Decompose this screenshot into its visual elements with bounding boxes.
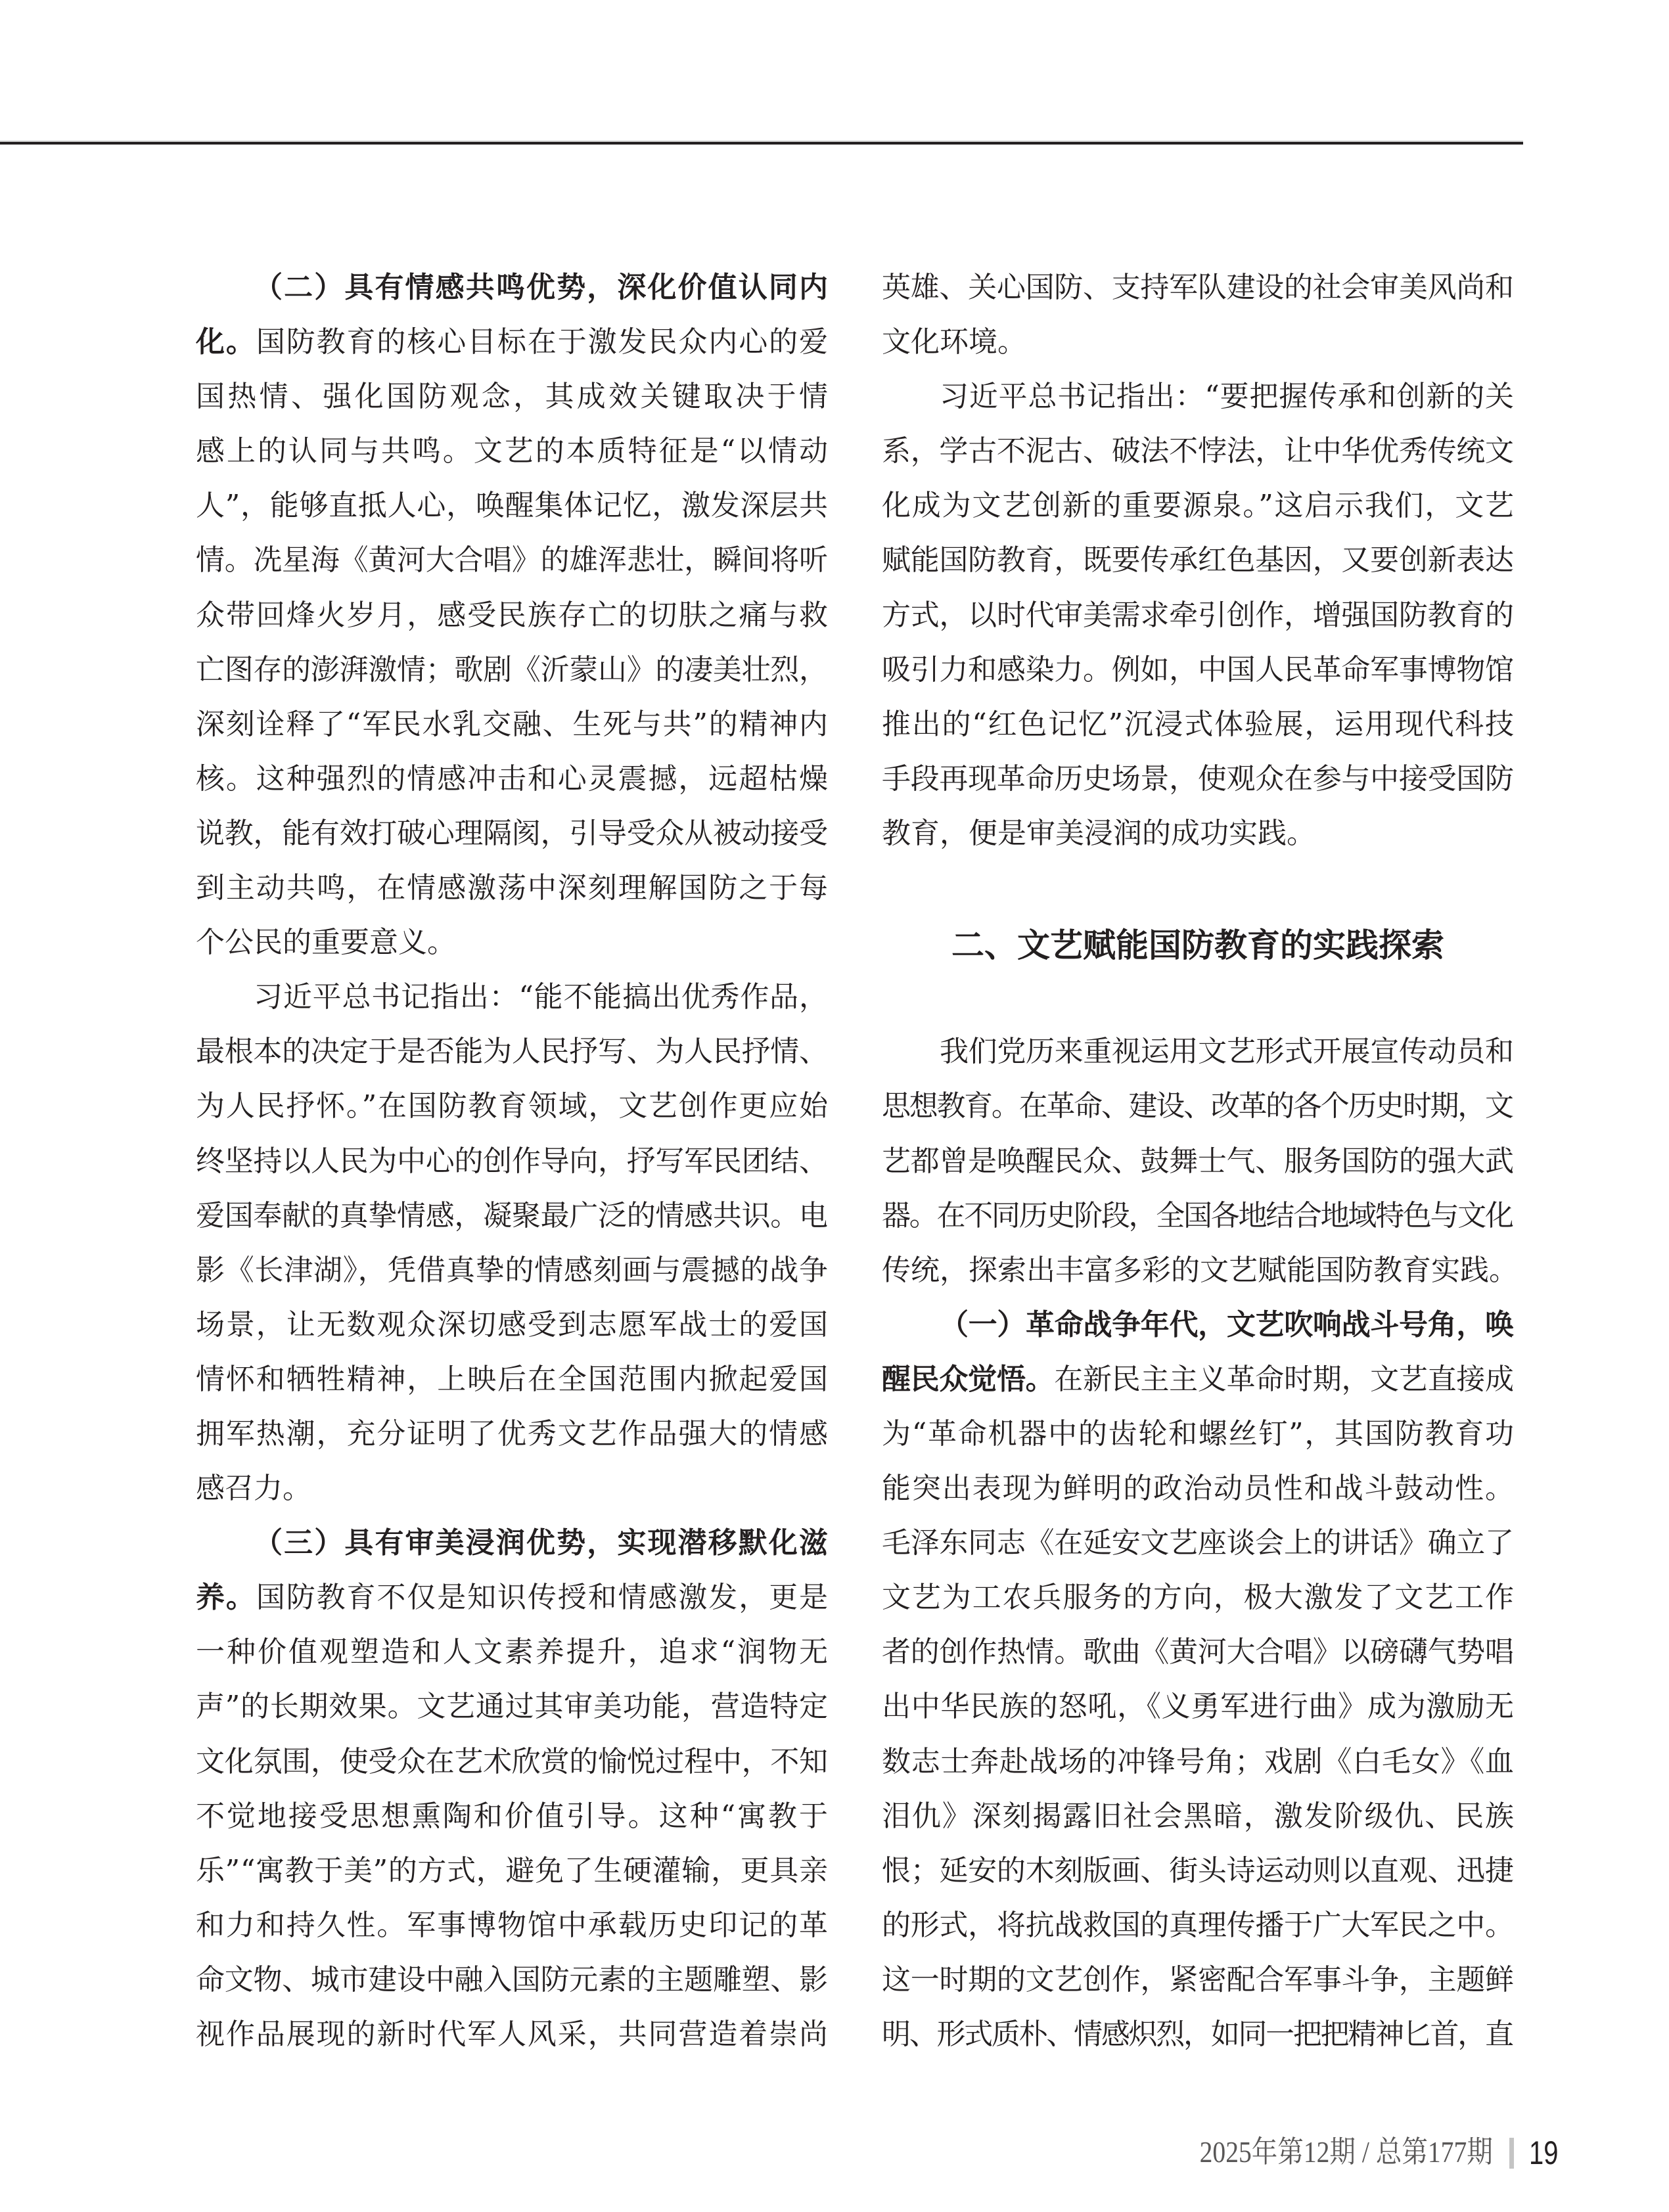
text-line — [882, 1134, 1514, 1188]
line-content — [196, 1352, 829, 1407]
line-content — [882, 1516, 1514, 1570]
text-line — [882, 478, 1514, 533]
line-content — [196, 1298, 829, 1352]
body-text: 器。在不同历史阶段，全国各地结合地域特色与文化 — [882, 1198, 1513, 1232]
text-line — [882, 533, 1514, 587]
text-line — [196, 806, 828, 861]
text-line — [882, 1625, 1514, 1679]
line-content — [196, 1952, 828, 2007]
line-content — [882, 1570, 1515, 1625]
text-line — [196, 1352, 828, 1407]
line-content — [882, 478, 1515, 533]
body-text: 教育，便是审美浸润的成功实践。 — [882, 816, 1315, 850]
line-content — [196, 1134, 828, 1188]
line-content — [882, 588, 1514, 643]
body-text: 爱国奉献的真挚情感，凝聚最广泛的情感共识。电 — [196, 1198, 828, 1232]
body-text: 明、形式质朴、情感炽烈，如同一把把精神匕首，直 — [882, 2018, 1513, 2052]
body-text: 赋能国防教育，既要传承红色基因，又要创新表达 — [882, 543, 1514, 577]
line-content — [882, 752, 1514, 806]
text-line — [882, 697, 1514, 752]
line-content — [196, 861, 829, 915]
line-content — [196, 806, 828, 861]
bold-lead-text: 醒民众觉悟。 — [882, 1362, 1055, 1396]
text-line — [882, 1188, 1514, 1243]
bold-lead-text: （二）具有情感共鸣优势，深化价值认同内 — [254, 271, 830, 304]
text-line — [882, 1243, 1518, 1298]
body-text: 我们党历来重视运用文艺形式开展宣传动员和 — [940, 1035, 1514, 1069]
body-text: 为人民抒怀。”在国防教育领域，文艺创作更应始 — [196, 1089, 829, 1123]
text-line — [882, 1843, 1514, 1898]
text-line — [882, 1298, 1514, 1352]
text-line — [196, 861, 828, 915]
line-content — [196, 2007, 829, 2062]
body-text: 拥军热潮，充分证明了优秀文艺作品强大的情感 — [196, 1416, 829, 1451]
text-line — [882, 1952, 1514, 2007]
text-line — [196, 752, 828, 806]
text-line — [882, 806, 1514, 861]
line-content — [882, 1625, 1514, 1679]
text-line — [882, 643, 1514, 697]
body-text: 习近平总书记指出：“要把握传承和创新的关 — [940, 380, 1515, 414]
text-line — [196, 1243, 828, 1298]
line-content — [882, 1079, 1513, 1133]
body-text: 出中华民族的怒吼，《义勇军进行曲》成为激励无 — [882, 1690, 1515, 1724]
text-line — [196, 915, 828, 970]
line-content — [882, 1952, 1514, 2007]
body-text: 思想教育。在革命、建设、改革的各个历史时期，文 — [882, 1089, 1513, 1123]
left-column — [196, 260, 831, 2062]
line-content — [882, 1134, 1514, 1188]
text-line — [882, 752, 1514, 806]
line-content — [196, 1734, 828, 1789]
line-content — [196, 533, 828, 587]
text-line — [196, 260, 828, 315]
body-text: 影《长津湖》，凭借真挚的情感刻画与震撼的战争 — [196, 1253, 829, 1287]
body-text: 情怀和牺牲精神，上映后在全国范围内掀起爱国 — [196, 1362, 829, 1396]
text-line — [196, 1625, 828, 1679]
body-text: 和力和持久性。军事博物馆中承载历史印记的革 — [196, 1908, 829, 1942]
line-content — [882, 1243, 1518, 1298]
text-line — [196, 2007, 828, 2062]
right-column — [882, 260, 1518, 2062]
line-content — [882, 1679, 1515, 1734]
body-text: 吸引力和感染力。例如，中国人民革命军事博物馆 — [882, 652, 1514, 687]
line-content — [882, 1789, 1515, 1843]
text-line — [196, 1407, 828, 1461]
text-line — [196, 1789, 828, 1843]
line-content — [940, 369, 1515, 424]
text-line — [882, 2007, 1514, 2062]
body-text: 乐”“寓教于美”的方式，避免了生硬灌输，更具亲 — [196, 1853, 829, 1887]
paragraph — [196, 260, 831, 970]
bold-lead-text: 化。 — [196, 325, 256, 359]
line-content — [940, 1298, 1514, 1352]
line-content — [254, 1516, 829, 1570]
text-line — [196, 1898, 828, 1952]
text-line — [196, 588, 828, 643]
body-text: 最根本的决定于是否能为人民抒写、为人民抒情、 — [196, 1035, 828, 1069]
text-line — [196, 1188, 828, 1243]
text-line — [196, 533, 828, 587]
body-text: 者的创作热情。歌曲《黄河大合唱》以磅礴气势唱 — [882, 1635, 1514, 1669]
body-text: 文化环境。 — [882, 325, 1026, 359]
body-text: 到主动共鸣，在情感激荡中深刻理解国防之于每 — [196, 871, 829, 905]
line-content — [196, 1898, 829, 1952]
line-content — [196, 1679, 829, 1734]
line-content — [882, 1352, 1514, 1407]
body-text: 一种价值观塑造和人文素养提升，追求“润物无 — [196, 1635, 830, 1669]
line-content — [196, 478, 829, 533]
text-line — [196, 1134, 828, 1188]
text-line — [882, 1734, 1514, 1789]
line-content — [196, 752, 829, 806]
body-text: 国防教育不仅是知识传授和情感激发，更是 — [256, 1581, 829, 1615]
text-line — [882, 315, 1514, 369]
text-line — [196, 1298, 828, 1352]
line-content — [196, 1461, 311, 1516]
body-text: 说教，能有效打破心理隔阂，引导受众从被动接受 — [196, 816, 828, 850]
text-line — [882, 1352, 1514, 1407]
body-text: 这一时期的文艺创作，紧密配合军事斗争，主题鲜 — [882, 1962, 1514, 1997]
body-text: 不觉地接受思想熏陶和价值引导。这种“寓教于 — [196, 1799, 830, 1833]
line-content — [196, 1188, 828, 1243]
text-line — [882, 1461, 1514, 1516]
body-text: 方式，以时代审美需求牵引创作，增强国防教育的 — [882, 598, 1514, 632]
text-line — [196, 970, 828, 1024]
body-text: 情。冼星海《黄河大合唱》的雄浑悲壮，瞬间将听 — [196, 543, 828, 577]
body-text: 人”，能够直抵人心，唤醒集体记忆，激发深层共 — [196, 489, 829, 523]
text-line — [196, 1079, 828, 1133]
line-content — [882, 1734, 1515, 1789]
paragraph — [882, 369, 1514, 861]
text-line — [196, 1570, 828, 1625]
text-line — [882, 1789, 1514, 1843]
body-text: 化成为文艺创新的重要源泉。”这启示我们，文艺 — [882, 489, 1515, 523]
line-content — [196, 369, 831, 424]
line-content — [882, 533, 1514, 587]
line-content — [882, 697, 1515, 752]
text-line — [196, 1516, 828, 1570]
paragraph — [882, 260, 1514, 369]
line-content — [882, 424, 1514, 478]
line-content — [196, 915, 456, 970]
footer-divider-bar — [1509, 2138, 1514, 2169]
line-content — [196, 1024, 828, 1079]
line-content — [882, 806, 1315, 861]
text-line — [882, 1024, 1514, 1079]
body-text: 在新民主主义革命时期，文艺直接成 — [1054, 1362, 1514, 1396]
body-text: 艺都曾是唤醒民众、鼓舞士气、服务国防的强大武 — [882, 1144, 1514, 1178]
line-content — [882, 643, 1514, 697]
line-content — [196, 1570, 829, 1625]
paragraph — [882, 1024, 1518, 1297]
line-content — [882, 1898, 1514, 1952]
body-text: 众带回烽火岁月，感受民族存亡的切肤之痛与救 — [196, 598, 829, 632]
body-text: 声”的长期效果。文艺通过其审美功能，营造特定 — [196, 1690, 829, 1724]
line-content — [196, 697, 829, 752]
line-content — [196, 1843, 829, 1898]
line-content — [882, 1188, 1513, 1243]
body-text: 毛泽东同志《在延安文艺座谈会上的讲话》确立了 — [882, 1526, 1514, 1560]
body-text: 亡图存的澎湃激情；歌剧《沂蒙山》的凄美壮烈， — [196, 652, 828, 687]
body-text: 传统，探索出丰富多彩的文艺赋能国防教育实践。 — [882, 1253, 1518, 1287]
line-content — [196, 1079, 829, 1133]
line-content — [196, 315, 829, 369]
body-text: 习近平总书记指出：“能不能搞出优秀作品， — [254, 980, 829, 1014]
body-text: 核。这种强烈的情感冲击和心灵震撼，远超枯燥 — [196, 761, 829, 796]
bold-lead-text: 养。 — [196, 1581, 256, 1615]
text-line — [882, 1679, 1514, 1734]
text-line — [882, 1079, 1514, 1133]
body-text: 手段再现革命历史场景，使观众在参与中接受国防 — [882, 761, 1514, 796]
line-content — [882, 315, 1026, 369]
text-line — [196, 1461, 828, 1516]
text-line — [196, 478, 828, 533]
text-line — [882, 369, 1514, 424]
line-content — [196, 643, 828, 697]
text-line — [882, 1516, 1514, 1570]
bold-lead-text: （一）革命战争年代，文艺吹响战斗号角，唤 — [940, 1307, 1514, 1342]
text-line — [196, 697, 828, 752]
body-text: 感上的认同与共鸣。文艺的本质特征是“以情动 — [196, 434, 830, 468]
line-content — [254, 260, 829, 315]
section-heading: 二、文艺赋能国防教育的实践探索 — [951, 926, 1444, 964]
body-text: 视作品展现的新时代军人风采，共同营造着崇尚 — [196, 2018, 829, 2051]
line-content — [882, 1407, 1515, 1461]
page-number: 19 — [1529, 2134, 1559, 2171]
text-line — [196, 1952, 828, 2007]
body-text: 终坚持以人民为中心的创作导向，抒写军民团结、 — [196, 1144, 828, 1178]
body-text: 国防教育的核心目标在于激发民众内心的爱 — [256, 325, 829, 359]
line-content — [254, 970, 829, 1024]
paragraph — [196, 1516, 828, 2062]
body-text: 命文物、城市建设中融入国防元素的主题雕塑、影 — [196, 1962, 828, 1997]
body-text: 文化氛围，使受众在艺术欣赏的愉悦过程中，不知 — [196, 1744, 828, 1778]
body-text: 数志士奔赴战场的冲锋号角；戏剧《白毛女》《血 — [882, 1744, 1515, 1778]
body-text: 泪仇》深刻揭露旧社会黑暗，激发阶级仇、民族 — [882, 1799, 1515, 1833]
text-line — [196, 424, 828, 478]
text-line — [196, 643, 828, 697]
body-text: 能突出表现为鲜明的政治动员性和战斗鼓动性。 — [882, 1472, 1515, 1506]
text-line — [196, 1734, 828, 1789]
body-text: 感召力。 — [196, 1472, 311, 1506]
paragraph — [882, 1298, 1514, 2062]
body-text: 恨；延安的木刻版画、街头诗运动则以直观、迅捷 — [882, 1853, 1514, 1887]
line-content — [196, 424, 830, 478]
body-text: 国热情、强化国防观念，其成效关键取决于情 — [196, 380, 831, 414]
text-line — [882, 260, 1514, 315]
text-line — [882, 588, 1514, 643]
text-line — [196, 369, 831, 424]
line-content — [196, 1789, 830, 1843]
text-line — [882, 1570, 1514, 1625]
line-content — [882, 1843, 1514, 1898]
body-text: 深刻诠释了“军民水乳交融、生死与共”的精神内 — [196, 707, 829, 741]
line-content — [882, 260, 1514, 315]
text-line — [196, 315, 828, 369]
header-rule — [0, 142, 1523, 145]
text-line — [882, 1407, 1514, 1461]
paragraph — [196, 970, 828, 1516]
text-line — [882, 1898, 1514, 1952]
body-text: 为“革命机器中的齿轮和螺丝钉”，其国防教育功 — [882, 1416, 1515, 1451]
text-line — [196, 1024, 828, 1079]
body-text: 的形式，将抗战救国的真理传播于广大军民之中。 — [882, 1908, 1514, 1942]
text-line — [882, 424, 1514, 478]
line-content — [196, 1625, 830, 1679]
line-content — [196, 1243, 829, 1298]
body-text: 文艺为工农兵服务的方向，极大激发了文艺工作 — [882, 1581, 1515, 1615]
issue-info: 2025年第12期 / 总第177期 — [1199, 2135, 1493, 2169]
line-content — [882, 1461, 1515, 1516]
line-content — [940, 1024, 1514, 1079]
body-text: 场景，让无数观众深切感受到志愿军战士的爱国 — [196, 1307, 829, 1342]
body-text: 推出的“红色记忆”沉浸式体验展，运用现代科技 — [882, 707, 1515, 741]
body-text: 英雄、关心国防、支持军队建设的社会审美风尚和 — [882, 271, 1514, 304]
text-line — [196, 1679, 828, 1734]
line-content — [196, 1407, 829, 1461]
bold-lead-text: （三）具有审美浸润优势，实现潜移默化滋 — [254, 1526, 830, 1560]
body-text: 个公民的重要意义。 — [196, 926, 456, 960]
line-content — [882, 2007, 1513, 2062]
text-line — [196, 1843, 828, 1898]
body-text: 系，学古不泥古、破法不悖法，让中华优秀传统文 — [882, 434, 1514, 468]
line-content — [196, 588, 829, 643]
